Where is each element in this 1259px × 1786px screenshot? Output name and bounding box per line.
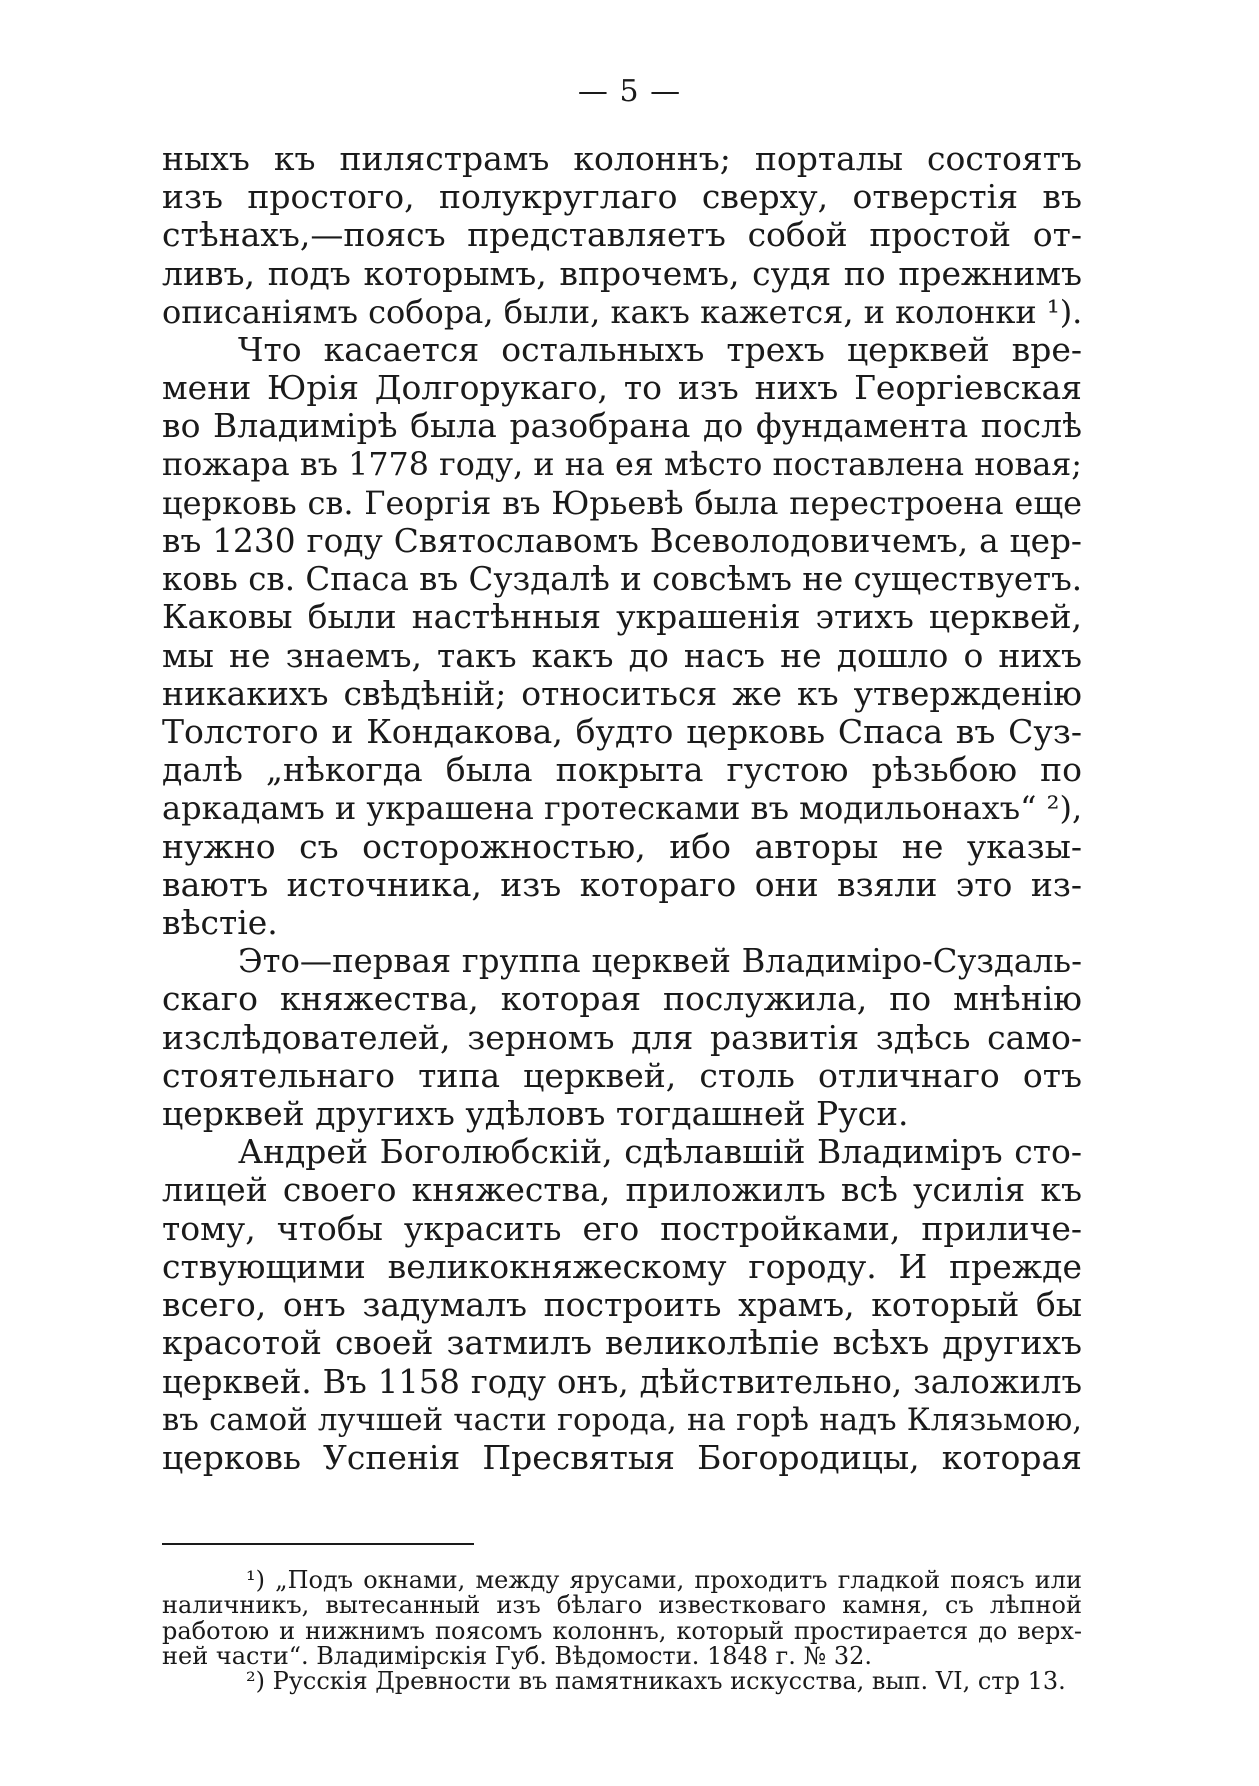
text-line: въ 1230 году Святославомъ Всеволодовичемъ, а цер-	[162, 522, 1082, 561]
footnote-line: ¹) „Подъ окнами, между ярусами, проходитъ гладкой поясъ или	[246, 1566, 1082, 1594]
page-number: — 5 —	[577, 74, 682, 109]
text-line: ныхъ къ пилястрамъ колоннъ; порталы состоятъ	[162, 139, 1082, 178]
text-line: церковь св. Георгія въ Юрьевѣ была перестроена еще	[162, 483, 1082, 522]
text-line: Что касается остальныхъ трехъ церквей вре-	[238, 330, 1082, 370]
footnote-line: наличникъ, вытесанный изъ бѣлаго известковаго камня, съ лѣпной	[162, 1591, 1082, 1620]
paragraph	[162, 140, 1082, 331]
text-line: нужно съ осторожностью, ибо авторы не указы-	[162, 826, 1082, 866]
text-line: изслѣдователей, зерномъ для развитія здѣсь само-	[162, 1017, 1082, 1057]
text-line: лицей своего княжества, приложилъ всѣ усилія къ	[162, 1170, 1082, 1210]
text-line: ковь св. Спаса въ Суздалѣ и совсѣмъ не существуетъ.	[162, 560, 1083, 599]
text-line: церквей другихъ удѣловъ тогдашней Руси.	[162, 1094, 909, 1134]
text-line: Каковы были настѣнныя украшенія этихъ церквей,	[162, 597, 1082, 637]
text-line: красотой своей затмилъ великолѣпіе всѣхъ другихъ	[162, 1323, 1082, 1363]
text-line: тому, чтобы украсить его постройками, приличе-	[162, 1208, 1082, 1248]
footnotes	[162, 1568, 1082, 1694]
footnote-separator	[162, 1543, 474, 1545]
body-text	[162, 140, 1082, 1477]
paragraph	[162, 1133, 1082, 1477]
text-line: изъ простого, полукруглаго сверху, отверстія въ	[162, 177, 1082, 217]
text-line: вѣстіе.	[162, 903, 278, 943]
text-line: мени Юрія Долгорукаго, то изъ нихъ Георгіевская	[162, 368, 1082, 408]
footnote-2	[162, 1669, 1082, 1694]
text-line: описаніямъ собора, были, какъ кажется, и колонки ¹).	[162, 292, 1083, 331]
text-line: далѣ „нѣкогда была покрыта густою рѣзьбою по	[162, 750, 1082, 790]
text-line: ваютъ источника, изъ котораго они взяли это из-	[162, 864, 1082, 904]
text-line: скаго княжества, которая послужила, по мнѣнію	[162, 979, 1082, 1019]
paragraph	[162, 942, 1082, 1133]
text-line: въ самой лучшей части города, на горѣ надъ Клязьмою,	[162, 1401, 1082, 1438]
text-line: во Владимірѣ была разобрана до фундамента послѣ	[162, 406, 1082, 446]
text-line: ствующими великокняжескому городу. И прежде	[162, 1246, 1082, 1286]
text-line: Это—первая группа церквей Владиміро-Суздаль-	[238, 942, 1082, 981]
text-line: пожара въ 1778 году, и на ея мѣсто поставлена новая;	[162, 446, 1082, 483]
text-line: ливъ, подъ которымъ, впрочемъ, судя по прежнимъ	[162, 253, 1082, 293]
text-line: стѣнахъ,—поясъ представляетъ собой простой от-	[162, 215, 1082, 255]
text-line: церквей. Въ 1158 году онъ, дѣйствительно, заложилъ	[162, 1362, 1082, 1401]
text-line: мы не знаемъ, такъ какъ до насъ не дошло о нихъ	[162, 635, 1082, 675]
text-line: никакихъ свѣдѣній; относиться же къ утвержденію	[162, 673, 1082, 713]
text-line: аркадамъ и украшена гротесками въ модильонахъ“ ²),	[162, 789, 1083, 828]
text-line: Андрей Боголюбскій, сдѣлавшій Владиміръ сто-	[238, 1132, 1082, 1172]
text-line: Толстого и Кондакова, будто церковь Спаса въ Суз-	[162, 712, 1082, 752]
text-line: церковь Успенія Пресвятыя Богородицы, которая	[162, 1437, 1082, 1477]
footnote-1	[162, 1568, 1082, 1669]
text-line: всего, онъ задумалъ построить храмъ, который бы	[162, 1285, 1082, 1325]
text-line: стоятельнаго типа церквей, столь отличнаго отъ	[162, 1055, 1082, 1095]
footnote-line: ²) Русскія Древности въ памятникахъ искусства, вып. VI, стр 13.	[246, 1667, 1066, 1696]
footnote-line: работою и нижнимъ поясомъ колоннъ, который простирается до верх-	[162, 1616, 1082, 1645]
footnote-line: ней части“. Владимірскія Губ. Вѣдомости. 1848 г. № 32.	[162, 1641, 872, 1670]
paragraph	[162, 331, 1082, 942]
